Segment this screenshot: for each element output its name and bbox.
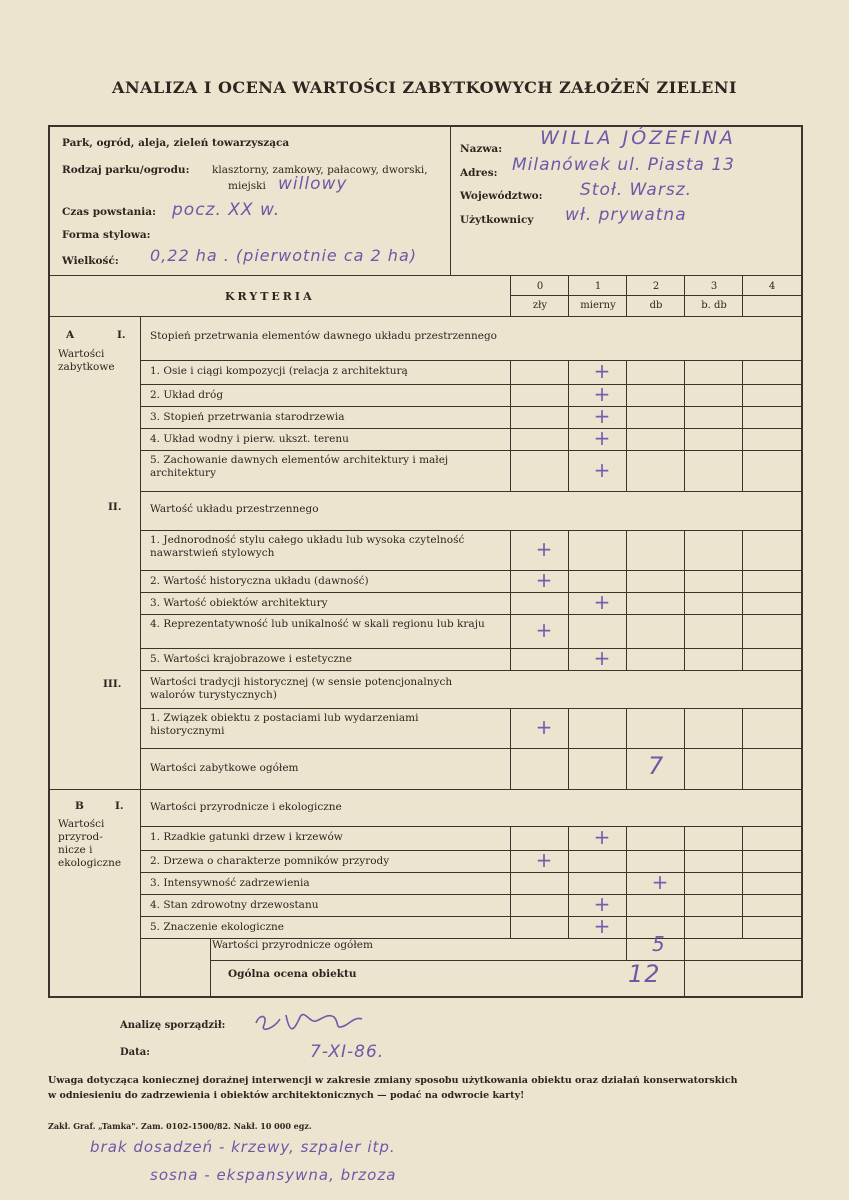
grade-cell-line [510, 360, 511, 384]
section-ii-number: II. [108, 501, 122, 513]
grade-cell-line [684, 916, 685, 938]
section-b-letter: B [75, 800, 84, 812]
grade-num: 3 [710, 281, 718, 292]
grade-cell-line [742, 826, 743, 850]
grade-mark: + [593, 404, 611, 428]
grade-cell-line [626, 916, 627, 938]
grade-cell-line [626, 450, 627, 491]
grade-cell-line [568, 428, 569, 450]
grade-cell-line [742, 450, 743, 491]
grade-mark: + [535, 568, 553, 592]
grade-cell-line [684, 428, 685, 450]
uzytkownicy-value: wł. prywatna [565, 205, 687, 225]
grade-cell-line [510, 894, 511, 916]
criterion-text: 5. Zachowanie dawnych elementów architektury i małej architektury [150, 454, 449, 479]
criterion-text: 1. Rzadkie gatunki drzew i krzewów [150, 831, 343, 843]
grade-cell-line [742, 570, 743, 592]
row-divider [140, 850, 803, 851]
criterion-text: 4. Stan zdrowotny drzewostanu [150, 899, 319, 911]
grade-mark: + [535, 848, 553, 872]
criterion-text: 5. Znaczenie ekologiczne [150, 921, 285, 933]
row-divider [140, 872, 803, 873]
section-a-number: I. [117, 329, 126, 341]
criterion-text: 4. Układ wodny i pierw. ukszt. terenu [150, 433, 349, 445]
row-divider [140, 916, 803, 917]
czas-label: Czas powstania: [62, 206, 156, 218]
grade-cell-line [510, 406, 511, 428]
group-divider [140, 826, 803, 827]
grade-cell-line [568, 826, 569, 850]
grade-cell-line [684, 384, 685, 406]
grade-cell-line [510, 708, 511, 748]
grade-cell-line [568, 894, 569, 916]
grade-cell-line [742, 872, 743, 894]
data-value: 7-XI-86. [310, 1042, 385, 1062]
grade-label: mierny [580, 300, 616, 311]
section-b-title: Wartości [58, 818, 105, 830]
grade-mark: + [593, 825, 611, 849]
grade-cell-line [742, 530, 743, 570]
grade-cell-line [684, 894, 685, 916]
row-divider [140, 648, 803, 649]
grade-cell-line [742, 384, 743, 406]
park-label: Park, ogród, aleja, zieleń towarzysząca [62, 137, 290, 149]
grade-cell-line [568, 648, 569, 670]
grade-cell-line [684, 360, 685, 384]
group-divider [140, 708, 803, 709]
criterion-text: 3. Intensywność zadrzewienia [150, 877, 310, 889]
criterion-text: 3. Wartość obiektów architektury [150, 597, 328, 609]
grade-cell-line [510, 614, 511, 648]
grade-cell-line [684, 850, 685, 872]
grade-cell-line [626, 648, 627, 670]
group-header: Wartości przyrodnicze i ekologiczne [150, 801, 342, 813]
total-przyrodnicze-value: 5 [652, 932, 666, 956]
row-divider [140, 384, 803, 385]
grade-mark: + [593, 457, 611, 482]
grade-header-divider [510, 295, 803, 296]
wojewodztwo-label: Województwo: [460, 190, 543, 202]
grade-cell-line [510, 916, 511, 938]
grade-cell-line [626, 826, 627, 850]
grade-cell-line [568, 384, 569, 406]
table-header-bottom [48, 316, 803, 317]
kryteria-header: KRYTERIA [225, 290, 315, 303]
analize-label: Analizę sporządził: [120, 1020, 226, 1031]
print-info: Zakł. Graf. „Tamka". Zam. 0102-1500/82. Nakł. 10 000 egz. [48, 1121, 312, 1131]
grade-cell-line [626, 530, 627, 570]
rodzaj-options-2: miejski [228, 180, 266, 192]
grade-cell-line [742, 592, 743, 614]
grade-cell-line [626, 384, 627, 406]
grade-cell-line [684, 826, 685, 850]
row-divider [140, 894, 803, 895]
grade-cell-line [742, 850, 743, 872]
grade-cell-line [742, 916, 743, 938]
section-a-title: zabytkowe [58, 361, 115, 373]
grade-cell-line [742, 748, 743, 789]
grade-cell-line [684, 592, 685, 614]
row-divider [140, 592, 803, 593]
uwaga-line-2: w odniesieniu do zadrzewienia i obiektów architektonicznych — podać na odwrocie karty! [48, 1090, 525, 1101]
total-cell-line [684, 938, 685, 960]
adres-label: Adres: [460, 167, 498, 179]
row-divider [140, 406, 803, 407]
grade-num: 4 [768, 281, 776, 292]
grade-col-line [742, 275, 743, 316]
ogolna-ocena-value: 12 [628, 960, 661, 988]
total-zabytkowe-label: Wartości zabytkowe ogółem [150, 762, 299, 774]
ogolna-left-line [210, 938, 211, 998]
grade-label: db [649, 300, 663, 311]
nazwa-label: Nazwa: [460, 143, 503, 155]
criterion-text: 2. Układ dróg [150, 389, 224, 401]
grade-col-line [684, 275, 685, 316]
grade-cell-line [510, 450, 511, 491]
grade-cell-line [626, 428, 627, 450]
section-iii-number: III. [103, 678, 122, 690]
section-b-number: I. [115, 800, 124, 812]
grade-cell-line [684, 648, 685, 670]
grade-mark: + [593, 646, 611, 670]
grade-cell-line [510, 872, 511, 894]
grade-cell-line [684, 872, 685, 894]
grade-cell-line [742, 428, 743, 450]
grade-mark: + [593, 914, 611, 938]
wielkosc-value: 0,22 ha . (pierwotnie ca 2 ha) [150, 246, 417, 265]
grade-cell-line [510, 748, 511, 789]
data-label: Data: [120, 1047, 150, 1058]
handwritten-note-2: sosna - ekspansywna, brzoza [150, 1166, 397, 1184]
grade-cell-line [626, 748, 627, 789]
grade-cell-line [626, 592, 627, 614]
czas-value: pocz. XX w. [172, 200, 281, 220]
nazwa-value: WILLA JÓZEFINA [540, 127, 736, 149]
grade-cell-line [684, 614, 685, 648]
grade-cell-line [568, 570, 569, 592]
grade-cell-line [568, 450, 569, 491]
grade-cell-line [684, 450, 685, 491]
grade-cell-line [510, 592, 511, 614]
grade-cell-line [568, 360, 569, 384]
uwaga-line-1: Uwaga dotycząca koniecznej doraźnej interwencji w zakresie zmiany sposobu użytkowania obiektu oraz działań konserwatorskich [48, 1075, 738, 1086]
grade-mark: + [535, 618, 553, 642]
grade-mark: + [593, 426, 611, 450]
section-b-title: przyrod- [58, 831, 103, 843]
header-split [450, 125, 451, 275]
group-divider [140, 360, 803, 361]
grade-cell-line [510, 850, 511, 872]
row-divider [140, 570, 803, 571]
grade-label: b. db [701, 300, 727, 311]
rodzaj-label: Rodzaj parku/ogrodu: [62, 164, 190, 176]
grade-cell-line [568, 708, 569, 748]
criterion-text: 5. Wartości krajobrazowe i estetyczne [150, 653, 352, 665]
grade-cell-line [568, 530, 569, 570]
wielkosc-label: Wielkość: [62, 255, 119, 267]
signature [250, 1005, 370, 1037]
grade-cell-line [568, 614, 569, 648]
grade-cell-line [742, 614, 743, 648]
rodzaj-options-1: klasztorny, zamkowy, pałacowy, dworski, [212, 164, 428, 176]
grade-cell-line [626, 708, 627, 748]
row-divider [140, 670, 803, 671]
grade-cell-line [568, 748, 569, 789]
row-divider [140, 450, 803, 451]
section-a-letter: A [66, 329, 75, 341]
grade-mark: + [651, 870, 669, 894]
group-header: Stopień przetrwania elementów dawnego układu przestrzennego [150, 330, 497, 342]
grade-cell-line [626, 614, 627, 648]
grade-cell-line [568, 592, 569, 614]
form-title: ANALIZA I OCENA WARTOŚCI ZABYTKOWYCH ZAŁOŻEŃ ZIELENI [112, 78, 737, 97]
grade-mark: + [593, 590, 611, 614]
row-divider [140, 428, 803, 429]
handwritten-note-1: brak dosadzeń - krzewy, szpaler itp. [90, 1138, 396, 1156]
total-cell-line [684, 960, 685, 998]
grade-cell-line [626, 406, 627, 428]
rodzaj-value: willowy [278, 174, 348, 194]
grade-cell-line [742, 894, 743, 916]
grade-mark: + [535, 715, 553, 739]
grade-label: zły [532, 300, 548, 311]
grade-cell-line [626, 360, 627, 384]
grade-cell-line [626, 894, 627, 916]
section-column-line [140, 316, 141, 998]
section-b-title: ekologiczne [58, 857, 122, 869]
grade-col-line [510, 275, 511, 316]
grade-cell-line [510, 428, 511, 450]
grade-cell-line [510, 570, 511, 592]
grade-cell-line [684, 708, 685, 748]
grade-cell-line [510, 826, 511, 850]
grade-mark: + [535, 537, 553, 561]
total-zabytkowe-value: 7 [648, 752, 665, 780]
group-header: Wartość układu przestrzennego [150, 503, 319, 515]
group-header: Wartości tradycji historycznej (w sensie potencjonalnych walorów turystycznych) [150, 676, 453, 701]
criterion-text: 1. Związek obiektu z postaciami lub wydarzeniami historycznymi [150, 712, 419, 737]
grade-mark: + [593, 892, 611, 916]
section-a-title: Wartości [58, 348, 105, 360]
group-divider [140, 530, 803, 531]
grade-num: 0 [536, 281, 544, 292]
section-b-title: nicze i [58, 844, 93, 856]
criterion-text: 1. Osie i ciągi kompozycji (relacja z architekturą [150, 365, 408, 377]
forma-label: Forma stylowa: [62, 229, 151, 241]
criterion-text: 1. Jednorodność stylu całego układu lub wysoka czytelność nawarstwień stylowych [150, 534, 465, 559]
grade-cell-line [568, 406, 569, 428]
row-divider [140, 614, 803, 615]
grade-cell-line [742, 406, 743, 428]
criterion-text: 2. Wartość historyczna układu (dawność) [150, 575, 369, 587]
grade-cell-line [626, 570, 627, 592]
total-cell-line [626, 938, 627, 960]
ogolna-ocena-label: Ogólna ocena obiektu [228, 968, 357, 980]
adres-value: Milanówek ul. Piasta 13 [512, 155, 735, 175]
criterion-text: 3. Stopień przetrwania starodrzewia [150, 411, 345, 423]
row-divider [210, 960, 803, 961]
criterion-text: 2. Drzewa o charakterze pomników przyrody [150, 855, 390, 867]
grade-cell-line [568, 850, 569, 872]
section-divider [48, 789, 803, 790]
grade-cell-line [684, 570, 685, 592]
row-divider [140, 491, 803, 492]
grade-cell-line [510, 384, 511, 406]
grade-num: 2 [652, 281, 660, 292]
criterion-text: 4. Reprezentatywność lub unikalność w skali regionu lub kraju [150, 618, 485, 630]
grade-cell-line [510, 648, 511, 670]
grade-mark: + [593, 382, 611, 406]
grade-col-line [626, 275, 627, 316]
grade-cell-line [626, 850, 627, 872]
grade-cell-line [510, 530, 511, 570]
grade-cell-line [568, 916, 569, 938]
grade-cell-line [568, 872, 569, 894]
row-divider [140, 748, 803, 749]
grade-col-line [568, 275, 569, 316]
grade-cell-line [742, 708, 743, 748]
header-divider [48, 275, 803, 276]
grade-cell-line [684, 748, 685, 789]
grade-cell-line [742, 360, 743, 384]
grade-cell-line [626, 872, 627, 894]
grade-cell-line [684, 530, 685, 570]
grade-cell-line [684, 406, 685, 428]
grade-num: 1 [594, 281, 602, 292]
total-przyrodnicze-label: Wartości przyrodnicze ogółem [212, 939, 373, 951]
wojewodztwo-value: Stoł. Warsz. [580, 180, 693, 200]
grade-cell-line [742, 648, 743, 670]
uzytkownicy-label: Użytkownicy [460, 214, 534, 226]
grade-mark: + [593, 359, 611, 383]
